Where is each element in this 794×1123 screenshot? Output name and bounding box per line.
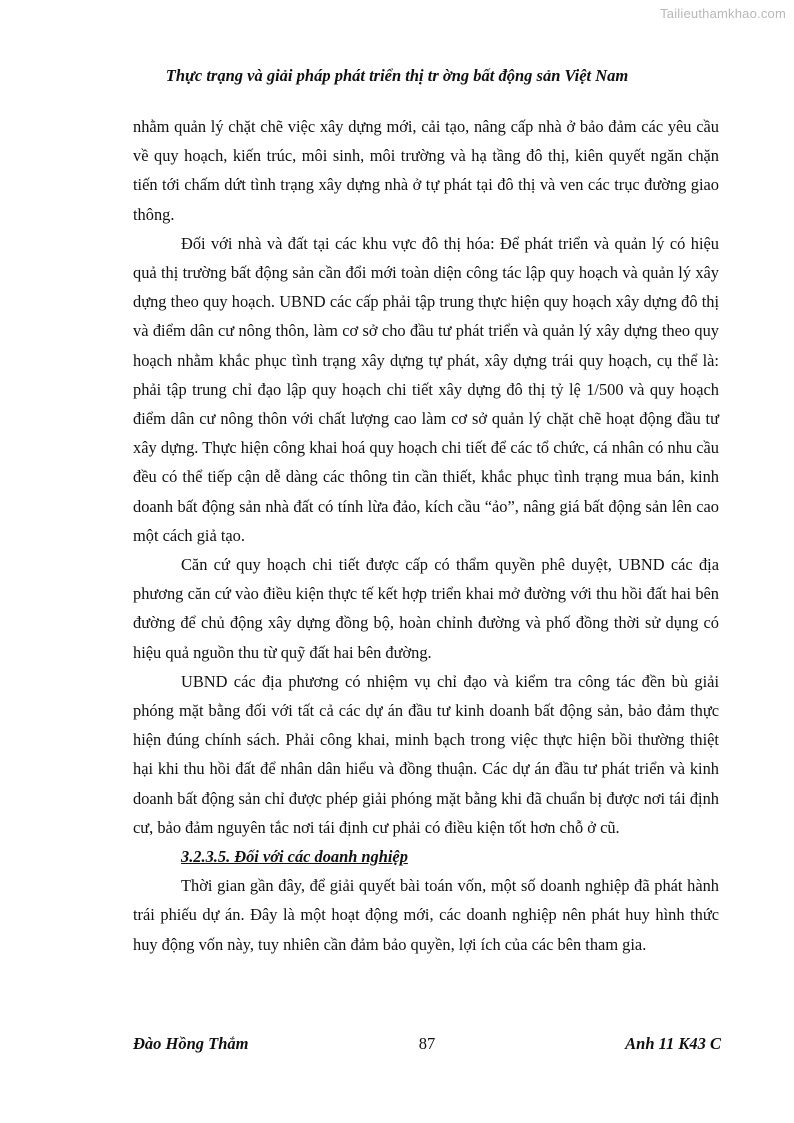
- body-paragraph-detailed-planning: Căn cứ quy hoạch chi tiết được cấp có thẩm quyền phê duyệt, UBND các địa phương căn cứ vào điều kiện thực tế kết hợp triển khai mở đường với thu hồi đất hai bên đường để chủ động xây dựng đồng bộ, hoàn chỉnh đường và phố đồng thời sử dụng có hiệu quả nguồn thu từ quỹ đất hai bên đường.: [133, 555, 719, 662]
- section-heading: 3.2.3.5. Đối với các doanh nghiệp: [181, 847, 408, 867]
- running-header-title: Thực trạng và giải pháp phát triển thị tr ờng bất động sản Việt Nam: [165, 66, 629, 85]
- body-paragraph-continuation: nhằm quản lý chặt chẽ việc xây dựng mới, cải tạo, nâng cấp nhà ở bảo đảm các yêu cầu về quy hoạch, kiến trúc, môi sinh, môi trường và hạ tầng đô thị, kiên quyết ngăn chặn tiến tới chấm dứt tình trạng xây dựng nhà ở tự phát tại đô thị và ven các trục đường giao thông.: [133, 117, 719, 224]
- footer-page-number: 87: [418, 1034, 436, 1053]
- page-footer: [133, 1034, 721, 1058]
- footer-author: Đào Hồng Thắm: [133, 1034, 249, 1053]
- watermark: Tailieuthamkhao.com: [660, 6, 786, 21]
- body-paragraph-site-clearance: UBND các địa phương có nhiệm vụ chỉ đạo và kiểm tra công tác đền bù giải phóng mặt bằng đối với tất cả các dự án đầu tư kinh doanh bất động sản, bảo đảm thực hiện đúng chính sách. Phải công khai, minh bạch trong việc thực hiện bồi thường thiệt hại khi thu hồi đất để nhân dân hiểu và đồng thuận. Các dự án đầu tư phát triển và kinh doanh bất động sản chỉ được phép giải phóng mặt bằng khi đã chuẩn bị được nơi tái định cư, bảo đảm nguyên tắc nơi tái định cư phải có điều kiện tốt hơn chỗ ở cũ.: [133, 671, 719, 837]
- page-body: [133, 112, 719, 959]
- body-paragraph-urban-land: Đối với nhà và đất tại các khu vực đô thị hóa: Để phát triển và quản lý có hiệu quả thị trường bất động sản cần đổi mới toàn diện công tác lập quy hoạch và quản lý xây dựng theo quy hoạch. UBND các cấp phải tập trung thực hiện quy hoạch xây dựng đô thị và điểm dân cư nông thôn, làm cơ sở cho đầu tư phát triển và quản lý xây dựng theo quy hoạch nhằm khắc phục tình trạng xây dựng tự phát, xây dựng trái quy hoạch, cụ thể là: phải tập trung chỉ đạo lập quy hoạch chi tiết xây dựng đô thị tỷ lệ 1/500 và quy hoạch điểm dân cư nông thôn với chất lượng cao làm cơ sở quản lý chặt chẽ hoạt động đầu tư xây dựng. Thực hiện công khai hoá quy hoạch chi tiết để các tổ chức, cá nhân có nhu cầu đều có thể tiếp cận dễ dàng các thông tin cần thiết, khắc phục tình trạng mua bán, kinh doanh bất động sản nhà đất có tính lừa đảo, kích cầu “ảo”, nâng giá bất động sản lên cao một cách giả tạo.: [133, 233, 719, 545]
- footer-class-code: Anh 11 K43 C: [625, 1034, 721, 1053]
- body-paragraph-enterprises: Thời gian gần đây, để giải quyết bài toán vốn, một số doanh nghiệp đã phát hành trái phiếu dự án. Đây là một hoạt động mới, các doanh nghiệp nên phát huy hình thức huy động vốn này, tuy nhiên cần đảm bảo quyền, lợi ích của các bên tham gia.: [133, 876, 719, 954]
